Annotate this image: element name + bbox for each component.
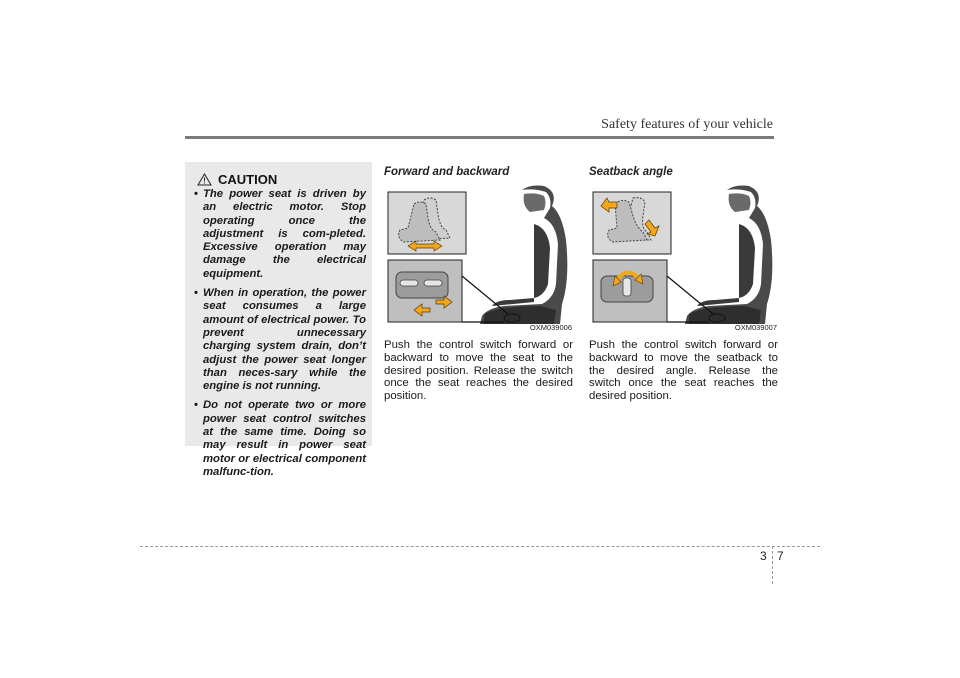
- caution-item: • Do not operate two or more power seat control switches at the same time. Doing so may result in power seat motor or electrical component malfunc-tion.: [190, 399, 366, 479]
- section-seatback-angle: [589, 166, 778, 403]
- caution-item: • The power seat is driven by an electric motor. Stop operating once the adjustment is com-pleted. Excessive operation may damage the electrical equipment.: [190, 188, 366, 281]
- section-body-text: Push the control switch forward or backward to move the seatback to the desired angle. Release the switch once the seat reaches the desired position.: [589, 339, 778, 403]
- seatback-angle-figure: [589, 184, 778, 331]
- page-chapter-number: 3: [760, 549, 767, 563]
- seat-forward-backward-figure: [384, 184, 573, 331]
- section-body-text: Push the control switch forward or backward to move the seat to the desired position. Release the switch once the seat reaches the desired position.: [384, 339, 573, 403]
- caution-box: [185, 162, 372, 478]
- section-forward-backward: [384, 166, 573, 403]
- caution-item: • When in operation, the power seat consumes a large amount of electrical power. To prevent unnecessary charging system drain, don’t adjust the power seat longer than neces-sary while the engine is not running.: [190, 287, 366, 393]
- section-title: Forward and backward: [384, 166, 510, 178]
- caution-title: CAUTION: [218, 172, 278, 187]
- page-number: 7: [777, 549, 784, 563]
- section-header-title: Safety features of your vehicle: [601, 117, 773, 132]
- footer-divider: [772, 546, 773, 584]
- footer-rule: [140, 546, 820, 547]
- figure-code: OXM039006: [529, 323, 572, 332]
- section-title: Seatback angle: [589, 166, 673, 178]
- caution-header: [197, 172, 277, 187]
- caution-list: [190, 188, 366, 485]
- seat-illustration-icon: [589, 184, 778, 331]
- warning-triangle-icon: [197, 173, 212, 186]
- seat-illustration-icon: [384, 184, 573, 331]
- header-rule: [185, 136, 774, 139]
- figure-code: OXM039007: [734, 323, 777, 332]
